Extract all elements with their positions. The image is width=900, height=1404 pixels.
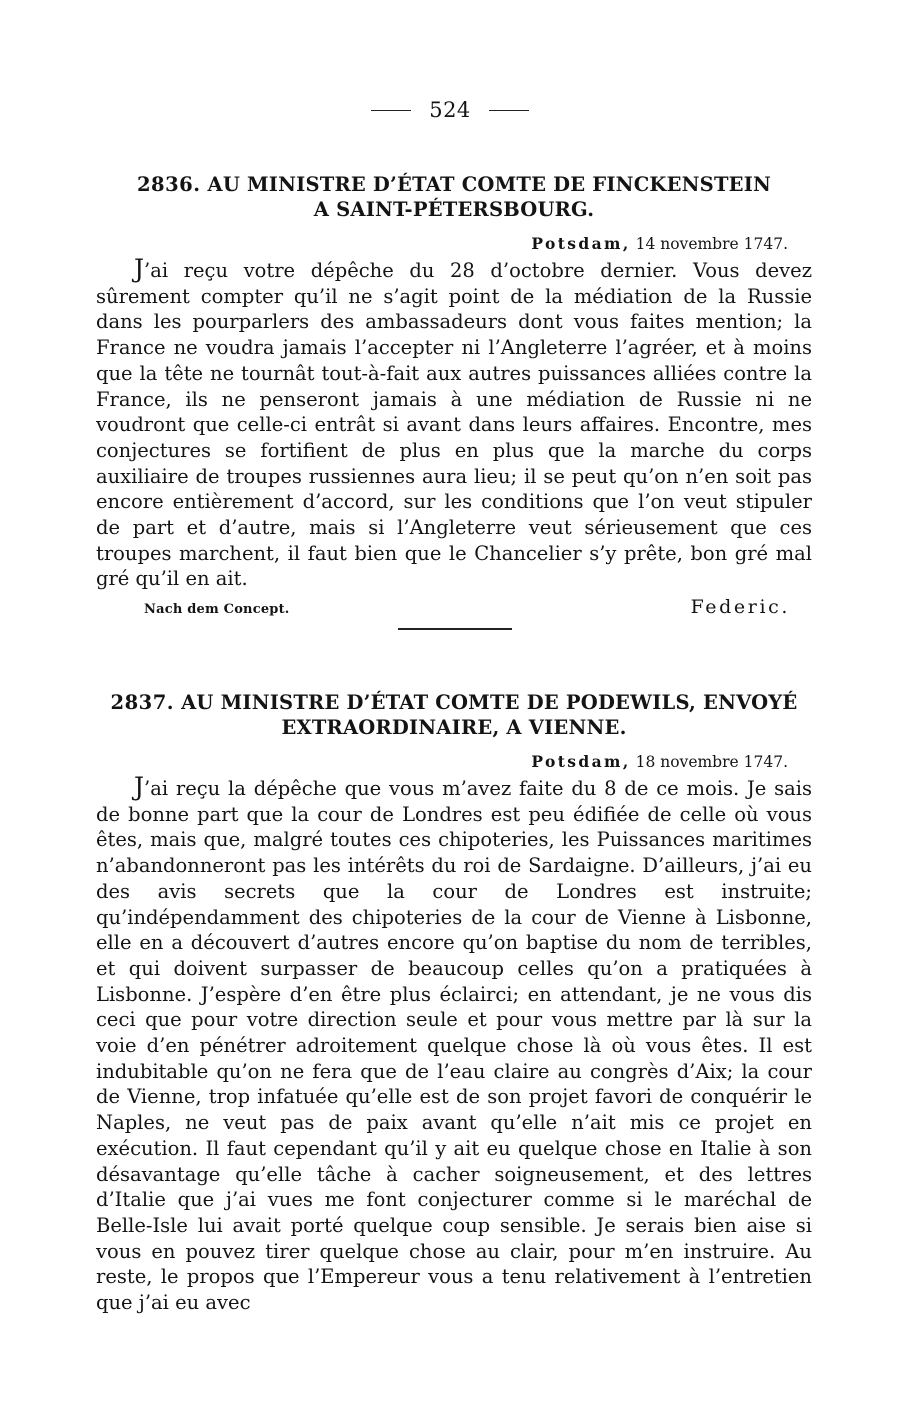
letter-heading-line1: AU MINISTRE D’ÉTAT COMTE DE PODEWILS, ENVOYÉ [181,691,798,714]
initial-letter: J [134,772,145,801]
letter-number: 2836. [136,173,201,196]
page-number: 524 [429,98,471,122]
source-note: Nach dem Concept. [144,602,290,618]
letter-2836 [96,172,812,618]
dateline-date: 18 novembre 1747. [635,753,788,771]
letter-footer [96,596,812,618]
letter-heading-line1: AU MINISTRE D’ÉTAT COMTE DE FINCKENSTEIN [207,173,772,196]
letter-heading [96,172,812,222]
initial-letter: J [134,254,145,283]
letter-number: 2837. [110,691,175,714]
letter-2837 [96,690,812,1316]
running-head [0,97,900,123]
letter-heading [96,690,812,740]
section-divider [398,628,512,630]
dateline-place: Potsdam, [531,752,631,771]
letter-heading-line2: A SAINT-PÉTERSBOURG. [313,198,595,221]
dateline-place: Potsdam, [531,234,631,253]
left-head-rule [371,110,411,111]
letter-body [96,256,812,592]
letter-body-text: ’ai reçu la dépêche que vous m’avez faite du 8 de ce mois. Je sais de bonne part que la cour de Londres est peu édifiée de celle où vous êtes, mais que, malgré toutes ces chipoteries, les Puissances maritimes n’abandonneront pas les intérêts du roi de Sardaigne. D’ailleurs, j’ai eu des avis secrets que la cour de Londres est instruite; qu’indépendamment des chipoteries de la cour de Vienne à Lisbonne, elle en a découvert d’autres encore qu’on baptise du nom de terribles, et qui doivent surpasser de beaucoup celles qu’on a pratiquées à Lisbonne. J’espère d’en être plus éclairci; en attendant, je ne vous dis ceci que pour votre direction seule et pour vous mettre par là sur la voie d’en pénétrer adroitement quelque chose là où vous êtes. Il est indubitable qu’on ne fera que de l’eau claire au congrès d’Aix; la cour de Vienne, trop infatuée qu’elle est de son projet favori de conquérir le Naples, ne veut pas de paix avant qu’elle n’ait mis ce projet en exécution. Il faut cependant qu’il y ait eu quelque chose en Italie à son désavantage qu’elle tâche à cacher soigneusement, et des lettres d’Italie que j’ai vues me font conjecturer comme si le maréchal de Belle-Isle lui avait porté quelque coup sensible. Je serais bien aise si vous en pouvez tirer quelque chose au clair, pour m’en instruire. Au reste, le propos que l’Empereur vous a tenu relativement à l’entretien que j’ai eu avec [96,777,812,1315]
dateline [96,234,812,254]
dateline-date: 14 novembre 1747. [635,235,788,253]
letter-body-text: ’ai reçu votre dépêche du 28 d’octobre dernier. Vous devez sûrement compter qu’il ne s’agit point de la médiation de la Russie dans les pourparlers des ambassadeurs dont vous faites mention; la France ne voudra jamais l’accepter ni l’Angleterre l’agréer, et à moins que la tête ne tournât tout-à-fait aux autres puissances alliées contre la France, ils ne penseront jamais à une médiation de Russie ni ne voudront que celle-ci entrât si avant dans leurs affaires. Encontre, mes conjectures se fortifient de plus en plus que la marche du corps auxiliaire de troupes russiennes aura lieu; il se peut qu’on n’en soit pas encore entièrement d’accord, sur les conditions que l’on veut stipuler de part et d’autre, mais si l’Angleterre veut sérieusement que ces troupes marchent, il faut bien que le Chancelier s’y prête, bon gré mal gré qu’il en ait. [96,259,812,591]
letter-body [96,774,812,1316]
dateline [96,752,812,772]
letter-heading-line2: EXTRAORDINAIRE, A VIENNE. [281,716,627,739]
right-head-rule [489,110,529,111]
signature: Federic. [690,596,790,619]
